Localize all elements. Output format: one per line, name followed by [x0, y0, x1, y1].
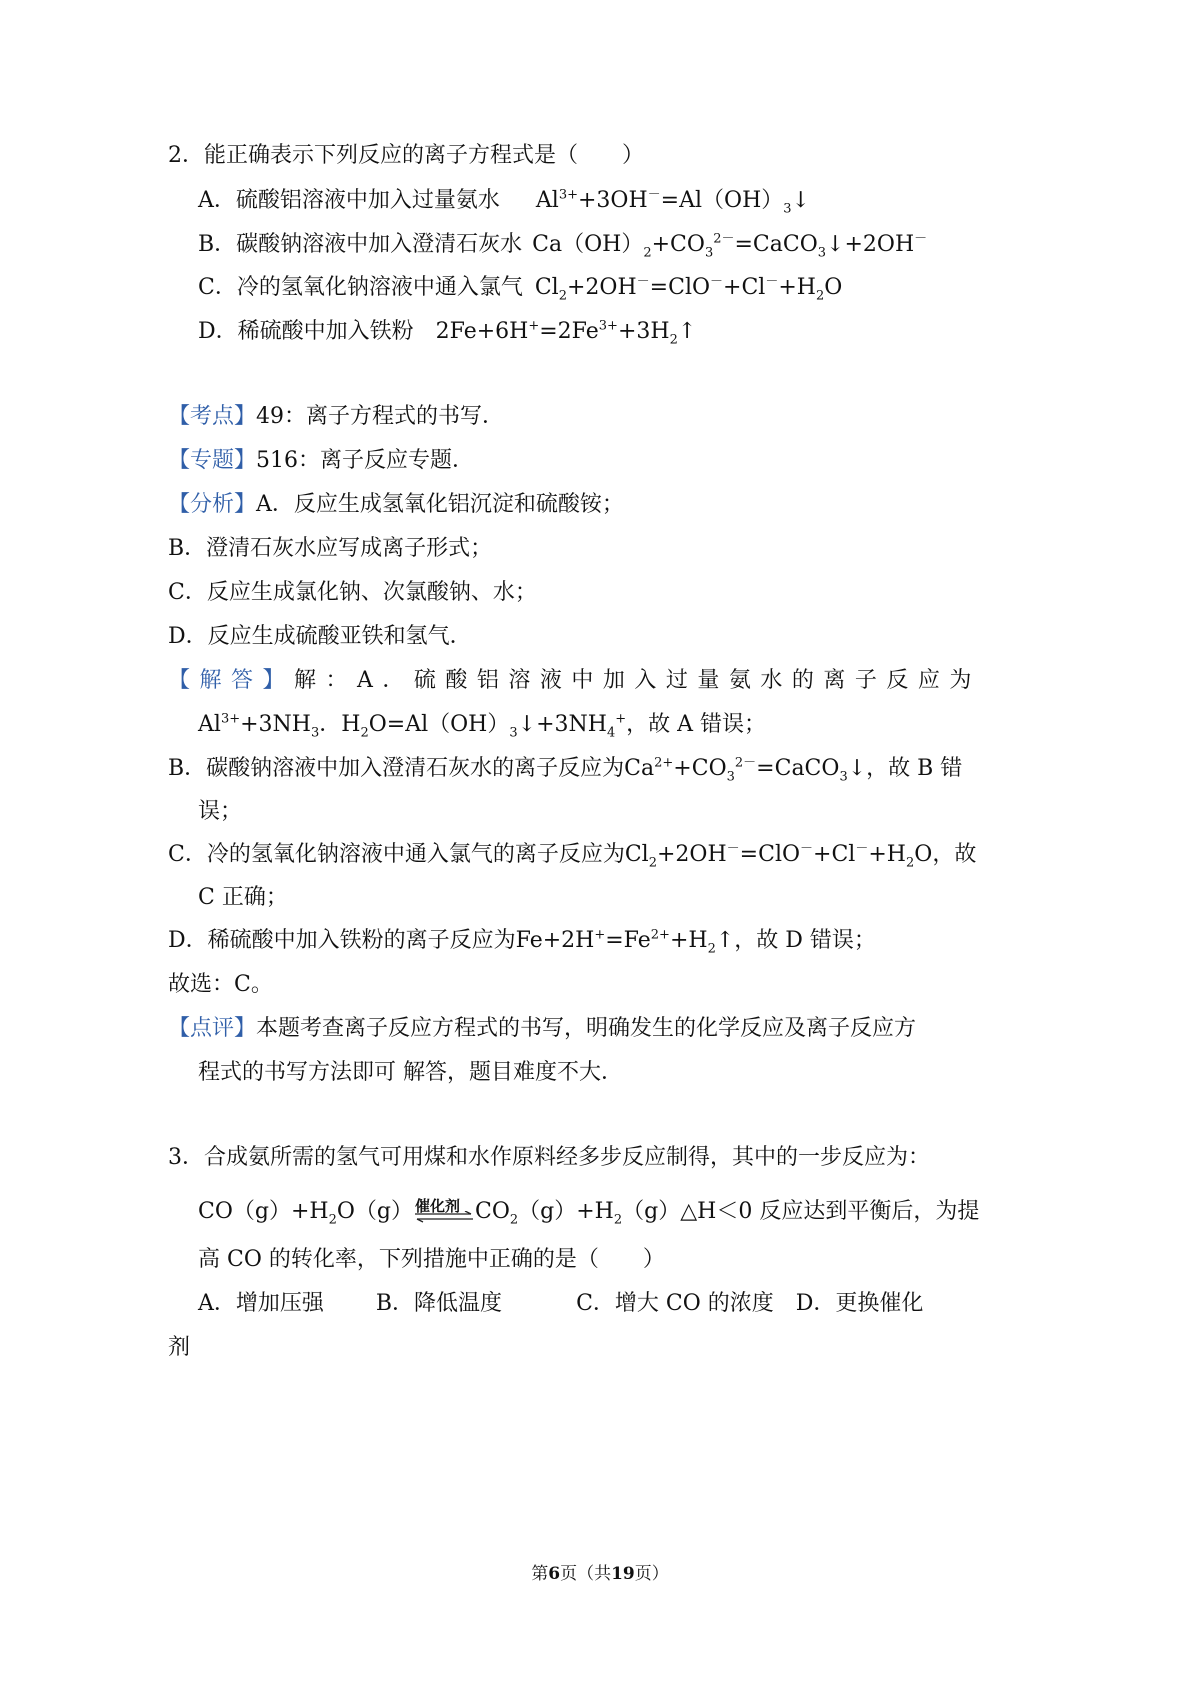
jieda-b-text: B．碳酸钠溶液中加入澄清石灰水的离子反应为: [168, 756, 625, 781]
kaodian-line: [168, 402, 504, 432]
jieda-b-cont: 误；: [198, 799, 243, 824]
jieda-d-tail: ，故 D 错误；: [734, 928, 876, 953]
jieda-c-text: C．冷的氢氧化钠溶液中通入氯气的离子反应为: [168, 842, 625, 867]
jieda-d-equation: $Fe+2H^+=Fe^{2+}+H_2↑$: [515, 927, 735, 957]
dianping-text: 本题考查离子反应方程式的书写，明确发生的化学反应及离子反应方: [256, 1016, 917, 1041]
jieda-c-cont: C 正确；: [198, 885, 288, 910]
kaodian-tag: 【考点】: [168, 404, 257, 429]
fenxi-a: A．反应生成氢氧化铝沉淀和硫酸铵；: [256, 492, 624, 517]
footer-page-number: 6: [548, 1564, 561, 1584]
q3-equation-tail: △H＜0 反应达到平衡后，为提: [680, 1199, 980, 1224]
q3-option-b: B．降低温度: [375, 1291, 503, 1316]
footer-prefix: 第: [531, 1564, 549, 1584]
dianping-cont: 程式的书写方法即可 解答，题目难度不大．: [198, 1060, 623, 1085]
question-2-option-a: [198, 186, 810, 216]
jieda-c-line: [168, 840, 976, 870]
question-3-options: [198, 1289, 923, 1319]
question-2-option-d: [198, 317, 696, 347]
q3-option-d-cont: 剂: [168, 1335, 191, 1360]
footer-middle: 页（共: [560, 1564, 612, 1584]
answer-line: 故选：C。: [168, 972, 273, 997]
question-2-option-c: [198, 273, 842, 303]
jieda-tag: 【解答】: [168, 668, 295, 693]
q3-equation-right: $CO_2(g)+H_2(g)$: [474, 1199, 681, 1228]
jieda-b-tail: ，故 B 错: [866, 756, 963, 781]
q3-equation-left: $CO(g)+H_2O(g)$: [198, 1199, 413, 1228]
jieda-b-equation: $Ca^{2+}+CO_3^{2-}=CaCO_3↓$: [624, 755, 867, 785]
option-a-equation: $Al^{3+}+3OH^-=Al(OH)_3↓$: [535, 187, 810, 217]
fenxi-b: B．澄清石灰水应写成离子形式；: [168, 536, 493, 561]
jieda-a-text: 解：A．硫酸铝溶液中加入过量氨水的离子反应为: [294, 668, 981, 693]
option-c-equation: $Cl_2+2OH^-=ClO^-+Cl^-+H_2O$: [534, 274, 843, 304]
footer-suffix: 页）: [634, 1564, 669, 1584]
jieda-b-line: [168, 754, 962, 784]
footer-total-pages: 19: [611, 1564, 635, 1584]
jieda-d-line: [168, 926, 876, 956]
fenxi-tag: 【分析】: [168, 492, 257, 517]
reversible-arrow: [413, 1197, 475, 1227]
jieda-d-text: D．稀硫酸中加入铁粉的离子反应为: [168, 928, 516, 953]
fenxi-d: D．反应生成硫酸亚铁和氢气．: [168, 624, 472, 649]
q3-option-a: A．增加压强: [198, 1291, 324, 1316]
dianping-tag: 【点评】: [168, 1016, 257, 1041]
question-3-stem: 3．合成氨所需的氢气可用煤和水作原料经多步反应制得，其中的一步反应为：: [168, 1145, 930, 1170]
option-b-label: B．碳酸钠溶液中加入澄清石灰水: [198, 232, 523, 257]
zhuanti-tag: 【专题】: [168, 448, 257, 473]
jieda-a-tail: ，故 A 错误；: [626, 712, 767, 737]
option-a-label: A．硫酸铝溶液中加入过量氨水: [198, 188, 500, 213]
page-footer: [0, 1562, 1200, 1586]
dianping-line: [168, 1014, 916, 1044]
question-2-stem: 2．能正确表示下列反应的离子方程式是（ ）: [168, 143, 644, 168]
jieda-line: [168, 666, 981, 696]
option-c-label: C．冷的氢氧化钠溶液中通入氯气: [198, 275, 523, 300]
jieda-a-equation: $Al^{3+}+3NH_3$．$H_2O=Al(OH)_3↓+3NH_4^+$: [198, 711, 627, 741]
fenxi-c: C．反应生成氯化钠、次氯酸钠、水；: [168, 580, 537, 605]
option-d-label: D．稀硫酸中加入铁粉: [198, 319, 414, 344]
q3-option-c: C．增大 CO 的浓度: [576, 1291, 774, 1316]
catalyst-label: 催化剂: [414, 1197, 460, 1215]
question-2-option-b: [198, 230, 927, 260]
jieda-c-equation: $Cl_2+2OH^-=ClO^-+Cl^-+H_2O$: [624, 841, 933, 871]
question-3-stem-cont: 高 CO 的转化率，下列措施中正确的是（ ）: [198, 1247, 665, 1272]
zhuanti-text: 516：离子反应专题．: [256, 448, 475, 473]
question-3-equation-line: [198, 1197, 979, 1227]
jieda-a-equation-line: [198, 710, 766, 740]
jieda-c-tail: ，故: [932, 842, 977, 867]
q3-option-d: D．更换催化: [795, 1291, 924, 1316]
zhuanti-line: [168, 446, 474, 476]
option-b-equation: $Ca(OH)_2+CO_3^{2-}=CaCO_3↓+2OH^-$: [532, 231, 928, 261]
kaodian-text: 49：离子方程式的书写．: [256, 404, 505, 429]
equilibrium-arrow-icon: [413, 1211, 475, 1223]
option-d-equation: $2Fe+6H^+=2Fe^{3+}+3H_2↑$: [435, 318, 697, 348]
fenxi-line: [168, 490, 624, 520]
